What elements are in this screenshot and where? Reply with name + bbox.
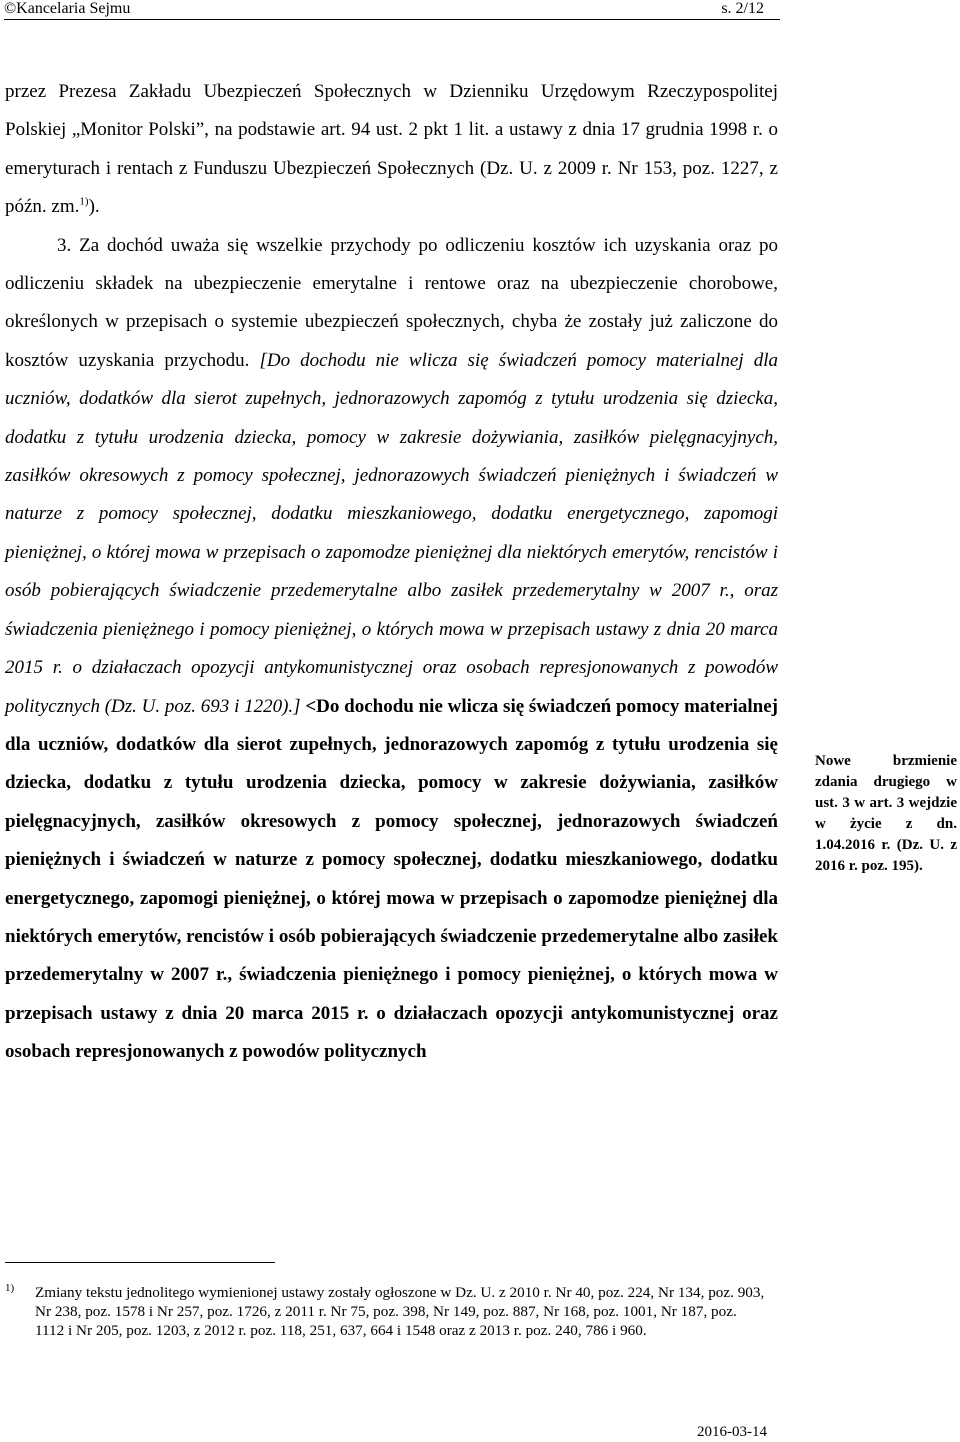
footnote-reference[interactable]: 1) <box>79 195 89 208</box>
margin-note: Nowe brzmienie zdania drugiego w ust. 3 w art. 3 wejdzie w życie z dn. 1.04.2016 r. (Dz. U. z 2016 r. poz. 195). <box>815 753 957 874</box>
footnote-separator <box>5 1262 275 1263</box>
footer-date: 2016-03-14 <box>697 1424 767 1440</box>
footnote <box>5 1283 765 1340</box>
footnote-mark: 1) <box>5 1282 15 1294</box>
main-text <box>5 73 778 1072</box>
header-rule <box>4 19 780 20</box>
ust-3-new-wording: <Do dochodu nie wlicza się świadczeń pomocy materialnej dla uczniów, dodatków dla sierot zupełnych, jednorazowych zapomóg z tytułu urodzenia się dziecka, dodatku z tytułu urodzenia dziecka, pomocy w zakresie dożywiania, zasiłków pielęgnacyjnych, zasiłków okresowych z pomocy społecznej, jednorazowych świadczeń pieniężnych i świadczeń w naturze z pomocy społecznej, dodatku mieszkaniowego, dodatku energetycznego, zapomogi pieniężnej, o której mowa w przepisach o zapomodze pieniężnej dla niektórych emerytów, rencistów i osób pobierających świadczenie przedemerytalne albo zasiłek przedemerytalny w 2007 r., świadczenia pieniężnego i pomocy pieniężnej, o których mowa w przepisach ustawy z dnia 20 marca 2015 r. o działaczach opozycji antykomunistycznej oraz osobach represjonowanych z powodów politycznych <box>5 695 778 1063</box>
header-publisher: ©Kancelaria Sejmu <box>4 0 131 17</box>
header-page-number: s. 2/12 <box>721 0 764 17</box>
paragraph-continuation <box>5 73 778 227</box>
ust-3-text: 3. Za dochód uważa się wszelkie przychody po odliczeniu kosztów ich uzyskania oraz po odliczeniu składek na ubezpieczenie emerytalne i rentowe oraz na ubezpieczenie chorobowe, określonych w przepisach o systemie ubezpieczeń społecznych, chyba że zostały już zaliczone do kosztów uzyskania przychodu. <box>5 234 778 371</box>
footnote-text: Zmiany tekstu jednolitego wymienionej ustawy zostały ogłoszone w Dz. U. z 2010 r. Nr 40, poz. 224, Nr 134, poz. 903, Nr 238, poz. 1578 i Nr 257, poz. 1726, z 2011 r. Nr 75, poz. 398, Nr 149, poz. 887, Nr 168, poz. 1001, Nr 187, poz. 1112 i Nr 205, poz. 1203, z 2012 r. poz. 118, 251, 637, 664 i 1548 oraz z 2013 r. poz. 240, 786 i 960. <box>35 1284 765 1339</box>
paragraph-ust-3 <box>5 227 778 1072</box>
paragraph-continuation-end: ). <box>88 196 100 218</box>
paragraph-continuation-text: przez Prezesa Zakładu Ubezpieczeń Społecznych w Dzienniku Urzędowym Rzeczypospolitej Polskiej „Monitor Polski”, na podstawie art. 94 ust. 2 pkt 1 lit. a ustawy z dnia 17 grudnia 1998 r. o emeryturach i rentach z Funduszu Ubezpieczeń Społecznych (Dz. U. z 2009 r. Nr 153, poz. 1227, z późn. zm. <box>5 81 778 218</box>
ust-3-old-wording: [Do dochodu nie wlicza się świadczeń pomocy materialnej dla uczniów, dodatków dla sierot zupełnych, jednorazowych zapomóg z tytułu urodzenia się dziecka, dodatku z tytułu urodzenia dziecka, pomocy w zakresie dożywiania, zasiłków pielęgnacyjnych, zasiłków okresowych z pomocy społecznej, jednorazowych świadczeń pieniężnych i świadczeń w naturze z pomocy społecznej, dodatku mieszkaniowego, dodatku energetycznego, zapomogi pieniężnej, o której mowa w przepisach o zapomodze pieniężnej dla niektórych emerytów, rencistów i osób pobierających świadczenie przedemerytalne albo zasiłek przedemerytalny w 2007 r., oraz świadczenia pieniężnego i pomocy pieniężnej, o których mowa w przepisach ustawy z dnia 20 marca 2015 r. o działaczach opozycji antykomunistycznej oraz osobach represjonowanych z powodów politycznych (Dz. U. poz. 693 i 1220).] <box>5 349 779 717</box>
